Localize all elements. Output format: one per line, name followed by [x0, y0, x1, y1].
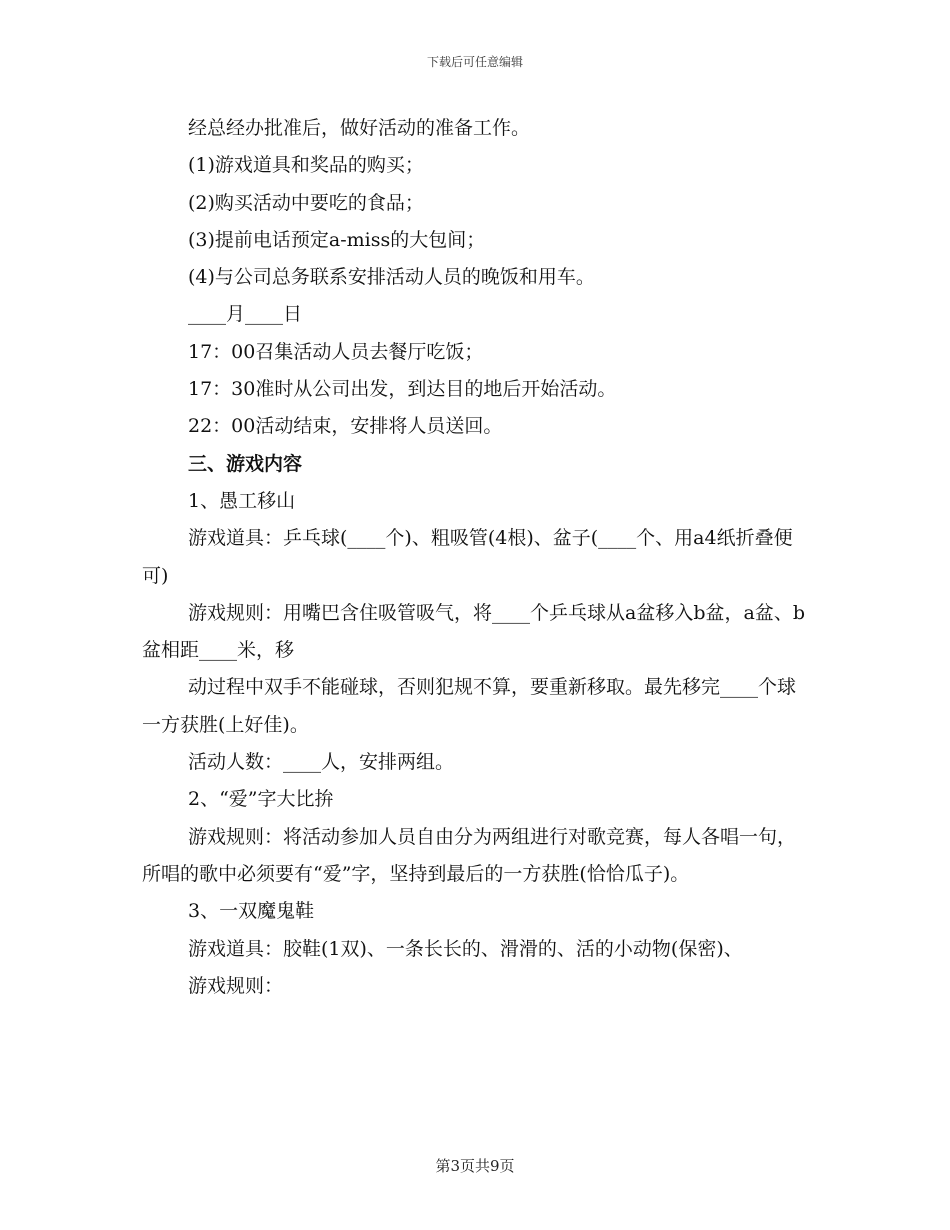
list-item: (3)提前电话预定a-miss的大包间；	[188, 228, 486, 251]
paragraph: 经总经办批准后，做好活动的准备工作。	[188, 117, 531, 139]
page-footer: 第3页共9页	[435, 1157, 515, 1175]
paragraph: 游戏规则：将活动参加人员自由分为两组进行对歌竞赛，每人各唱一句，所唱的歌中必须要有“爱”字，坚持到最后的一方获胜(恰恰瓜子)。	[142, 825, 797, 885]
list-item: (2)购买活动中要吃的食品；	[188, 191, 424, 214]
paragraph: 动过程中双手不能碰球，否则犯规不算，要重新移取。最先移完____个球一方获胜(上好佳)。	[142, 676, 797, 736]
date-line: ____月____日	[188, 303, 303, 326]
schedule-item: 17：30准时从公司出发，到达目的地后开始活动。	[188, 378, 617, 401]
list-item: (4)与公司总务联系安排活动人员的晚饭和用车。	[188, 266, 595, 289]
paragraph: 游戏道具：乒乓球(____个)、粗吸管(4根)、盆子(____个、用a4纸折叠便可)	[142, 527, 793, 587]
paragraph: 游戏规则：用嘴巴含住吸管吸气，将____个乒乓球从a盆移入b盆，a盆、b盆相距____米，移	[142, 601, 805, 662]
paragraph: 游戏规则：	[188, 974, 284, 997]
list-item: (1)游戏道具和奖品的购买；	[188, 154, 424, 177]
schedule-item: 17：00召集活动人员去餐厅吃饭；	[188, 340, 484, 363]
page-header: 下载后可任意编辑	[426, 55, 523, 69]
section-heading: 三、游戏内容	[188, 452, 303, 475]
document-body	[142, 110, 814, 1005]
game-title: 2、“爱”字大比拚	[188, 788, 334, 811]
paragraph: 活动人数：____人，安排两组。	[188, 751, 455, 774]
game-title: 3、一双魔鬼鞋	[188, 900, 315, 923]
game-title: 1、愚工移山	[188, 489, 296, 512]
paragraph: 游戏道具：胶鞋(1双)、一条长长的、滑滑的、活的小动物(保密)、	[188, 937, 743, 960]
schedule-item: 22：00活动结束，安排将人员送回。	[188, 415, 503, 438]
